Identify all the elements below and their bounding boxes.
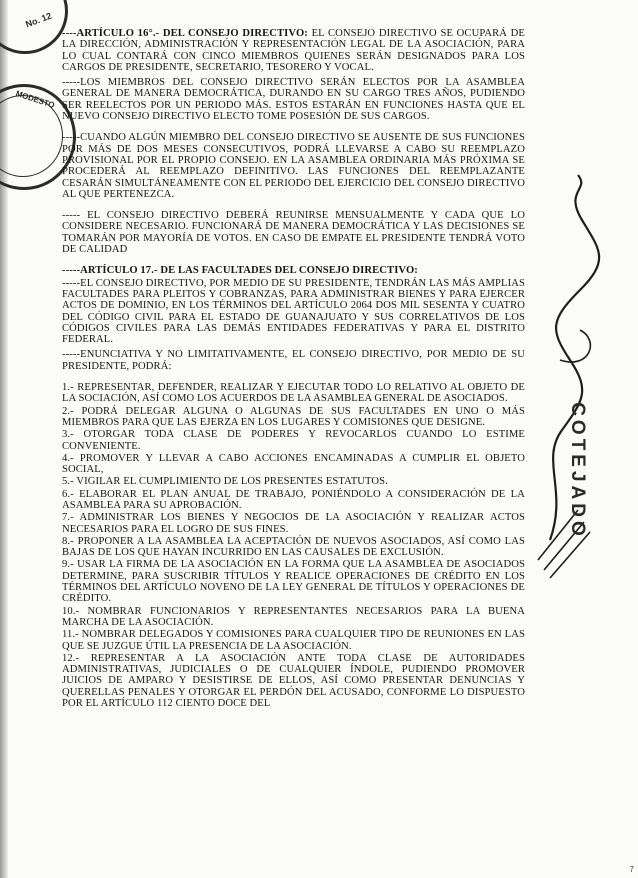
seal-mid-text: MODESTO [14, 88, 56, 111]
document-body [62, 28, 525, 710]
list-item: 1.- REPRESENTAR, DEFENDER, REALIZAR Y EJECUTAR TODO LO RELATIVO AL OBJETO DE LA SOCIACIÓN, ASÍ COMO LOS ACUERDOS DE LA ASAMBLEA GENERAL DE ASOCIADOS. [62, 382, 525, 405]
article17-paragraph-2: -----ENUNCIATIVA Y NO LIMITATIVAMENTE, EL CONSEJO DIRECTIVO, POR MEDIO DE SU PRESIDENTE, PODRÁ: [62, 349, 525, 372]
article17-title [62, 265, 525, 276]
list-item: 6.- ELABORAR EL PLAN ANUAL DE TRABAJO, PONIÉNDOLO A CONSIDERACIÓN DE LA ASAMBLEA PARA SU APROBACIÓN. [62, 488, 525, 511]
article17-paragraph-1: -----EL CONSEJO DIRECTIVO, POR MEDIO DE SU PRESIDENTE, TENDRÁN LAS MÁS AMPLIAS FACULTADES PARA PLEITOS Y COBRANZAS, PARA ADMINISTRAR BIENES Y PARA EJERCER ACTOS DE DOMINIO, EN LOS TÉRMINOS DEL ARTÍCULO 2064 DOS MIL SESENTA Y CUATRO DEL CÓDIGO CIVIL PARA EL ESTADO DE GUANAJUATO Y SUS CORRELATIVOS DE LOS CÓDIGOS CIVILES PARA LAS DEMÁS ENTIDADES FEDERATIVAS Y PARA EL DISTRITO FEDERAL. [62, 277, 525, 346]
article16-paragraph-2: -----LOS MIEMBROS DEL CONSEJO DIRECTIVO SERÁN ELECTOS POR LA ASAMBLEA GENERAL DE MANERA DEMOCRÁTICA, DURANDO EN SU CARGO TRES AÑOS, PUDIENDO SER REELECTOS POR UN PERIODO MÁS. ESTOS ESTARÁN EN FUNCIONES HASTA QUE EL NUEVO CONSEJO DIRECTIVO ELECTO TOME POSESIÓN DE SUS CARGOS. [62, 77, 525, 123]
list-item: 12.- REPRESENTAR A LA ASOCIACIÓN ANTE TODA CLASE DE AUTORIDADES ADMINISTRATIVAS, JUDICIALES O DE CUALQUIER ÍNDOLE, PUDIENDO PROMOVER JUICIOS DE AMPARO Y DESISTIRSE DE ELLOS, ASÍ COMO PRESENTAR DENUNCIAS Y QUERELLAS PENALES Y OTORGAR EL PERDÓN DEL ACUSADO, CONFORME LO DISPUESTO POR EL ARTÍCULO 112 CIENTO DOCE DEL [62, 652, 525, 710]
cotejado-stamp [556, 400, 596, 550]
list-item: 9.- USAR LA FIRMA DE LA ASOCIACIÓN EN LA FORMA QUE LA ASAMBLEA DE ASOCIADOS DETERMINE, PARA SUSCRIBIR TÍTULOS Y REALICE OPERACIONES DE CRÉDITO EN LOS TÉRMINOS DEL ARTÍCULO NOVENO DE LA LEY GENERAL DE TÍTULOS Y OPERACIONES DE CRÉDITO. [62, 559, 525, 605]
list-item: 3.- OTORGAR TODA CLASE DE PODERES Y REVOCARLOS CUANDO LO ESTIME CONVENIENTE. [62, 429, 525, 452]
article16-text-1: EL CONSEJO DIRECTIVO SE OCUPARÁ DE LA DIRECCIÓN, ADMINISTRACIÓN Y REPRESENTACIÓN LEGAL DE LA ASOCIACIÓN, PARA LO CUAL CONTARÁ CON CINCO MIEMBROS QUIENES SERÁN DESIGNADOS PARA LOS CARGOS DE PRESIDENTE, SECRETARIO, TESORERO Y VOCAL. [62, 28, 525, 73]
article16-title: ----ARTÍCULO 16°.- DEL CONSEJO DIRECTIVO: [62, 28, 308, 39]
list-item: 5.- VIGILAR EL CUMPLIMIENTO DE LOS PRESENTES ESTATUTOS. [62, 476, 388, 488]
article16-paragraph-3: -----CUANDO ALGÚN MIEMBRO DEL CONSEJO DIRECTIVO SE AUSENTE DE SUS FUNCIONES POR MÁS DE DOS MESES CONSECUTIVOS, PODRÁ LLEVARSE A CABO SU REEMPLAZO PROVISIONAL POR EL PROPIO CONSEJO. EN LA ASAMBLEA ORDINARIA MÁS PRÓXIMA SE PROCEDERÁ AL REEMPLAZO DEFINITIVO. LAS FUNCIONES DEL REEMPLAZANTE CESARÁN SIMULTÁNEAMENTE CON EL PERIODO DEL EJERCICIO DEL CONSEJO DIRECTIVO AL QUE PERTENEZCA. [62, 132, 525, 200]
list-item: 4.- PROMOVER Y LLEVAR A CABO ACCIONES ENCAMINADAS A CUMPLIR EL OBJETO SOCIAL, [62, 452, 525, 476]
list-item: 11.- NOMBRAR DELEGADOS Y COMISIONES PARA CUALQUIER TIPO DE REUNIONES EN LAS QUE SE JUZGUE ÚTIL LA PRESENCIA DE LA ASOCIACIÓN. [62, 629, 525, 652]
article17-title-text: -----ARTÍCULO 17.- DE LAS FACULTADES DEL CONSEJO DIRECTIVO: [62, 265, 418, 277]
notary-seal-top [0, 0, 68, 54]
page-number: 7 [629, 865, 634, 874]
list-item: 8.- PROPONER A LA ASAMBLEA LA ACEPTACIÓN DE NUEVOS ASOCIADOS, ASÍ COMO LAS BAJAS DE LOS QUE HAYAN INCURRIDO EN LAS CAUSALES DE EXCLUSIÓN. [62, 535, 525, 559]
list-item: 2.- PODRÁ DELEGAR ALGUNA O ALGUNAS DE SUS FACULTADES EN UNO O MÁS MIEMBROS PARA QUE LAS EJERZA EN LOS LUGARES Y COMISIONES QUE DESIGNE. [62, 405, 525, 428]
seal-top-text: No. 12 [24, 10, 53, 30]
article16-paragraph-1 [62, 28, 525, 73]
list-item: 7.- ADMINISTRAR LOS BIENES Y NEGOCIOS DE LA ASOCIACIÓN Y REALIZAR ACTOS NECESARIOS PARA EL LOGRO DE SUS FINES. [62, 512, 525, 535]
article16-paragraph-4: ----- EL CONSEJO DIRECTIVO DEBERÁ REUNIRSE MENSUALMENTE Y CADA QUE LO CONSIDERE NECESARIO. FUNCIONARÁ DE MANERA DEMOCRÁTICA Y LAS DECISIONES SE TOMARÁN POR MAYORÍA DE VOTOS. EN CASO DE EMPATE EL PRESIDENTE TENDRÁ VOTO DE CALIDAD [62, 210, 525, 256]
cotejado-stamp-text: COTEJADO [567, 402, 588, 540]
list-item: 10.- NOMBRAR FUNCIONARIOS Y REPRESENTANTES NECESARIOS PARA LA BUENA MARCHA DE LA ASOCIACIÓN. [62, 605, 525, 628]
